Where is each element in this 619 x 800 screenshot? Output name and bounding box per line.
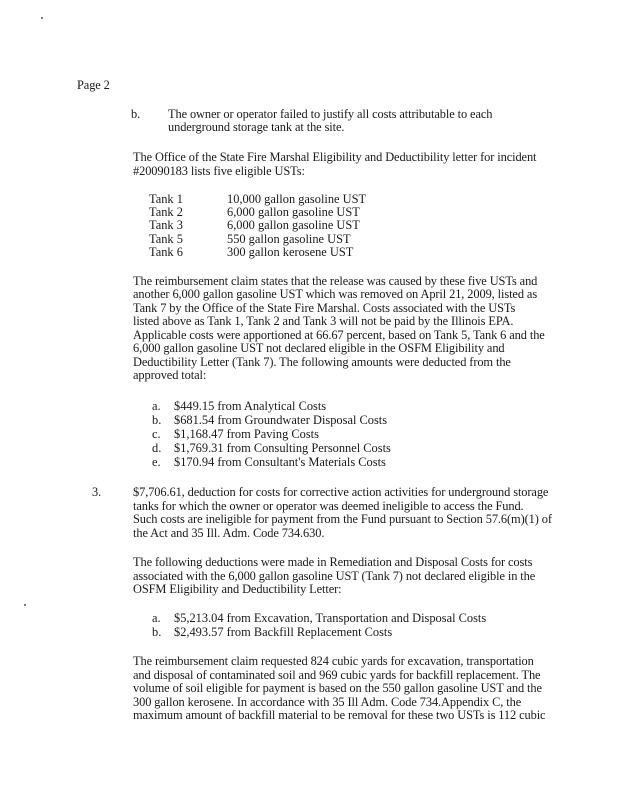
page-number: Page 2 (77, 78, 110, 92)
tank-description: 10,000 gallon gasoline UST (227, 192, 367, 206)
remediation-text: $2,493.57 from Backfill Replacement Costs (174, 625, 393, 639)
reimbursement-paragraph-line: approved total: (133, 368, 207, 382)
item-3-line: tanks for which the owner or operator was deemed ineligible to access the Fund. (133, 499, 524, 513)
item-3-label: 3. (92, 485, 102, 499)
tank-description: 300 gallon kerosene UST (227, 245, 354, 259)
osfm-paragraph-line: #20090183 lists five eligible USTs: (133, 164, 305, 178)
deduction-label: d. (152, 441, 162, 455)
remediation-paragraph-line: The following deductions were made in Remediation and Disposal Costs for costs (133, 555, 533, 569)
deduction-label: a. (152, 399, 161, 413)
reimbursement-paragraph-line: Applicable costs were apportioned at 66.67 percent, based on Tank 5, Tank 6 and the (133, 328, 545, 342)
item-3-line: $7,706.61, deduction for costs for corrective action activities for underground storage (133, 485, 549, 499)
item-3-line: the Act and 35 Ill. Adm. Code 734.630. (133, 526, 325, 540)
reimbursement-paragraph-line: 6,000 gallon gasoline UST not declared eligible in the OSFM Eligibility and (133, 341, 505, 355)
deduction-text: $1,769.31 from Consulting Personnel Costs (174, 441, 391, 455)
item-b-line: The owner or operator failed to justify all costs attributable to each (168, 107, 493, 121)
deduction-label: b. (152, 413, 162, 427)
remediation-paragraph-line: OSFM Eligibility and Deductibility Letter: (133, 582, 342, 596)
reimbursement-paragraph-line: Tank 7 by the Office of the State Fire Marshal. Costs associated with the USTs (133, 301, 516, 315)
final-paragraph-line: volume of soil eligible for payment is based on the 550 gallon gasoline UST and the (133, 681, 542, 695)
deduction-text: $1,168.47 from Paving Costs (174, 427, 319, 441)
osfm-paragraph-line: The Office of the State Fire Marshal Eligibility and Deductibility letter for incident (133, 150, 537, 164)
remediation-paragraph-line: associated with the 6,000 gallon gasoline UST (Tank 7) not declared eligible in the (133, 569, 536, 583)
tank-description: 550 gallon gasoline UST (227, 232, 351, 246)
deduction-label: c. (152, 427, 161, 441)
deduction-label: e. (152, 455, 161, 469)
remediation-label: a. (152, 611, 161, 625)
item-b-line: underground storage tank at the site. (168, 120, 345, 134)
item-b-label: b. (131, 107, 141, 121)
final-paragraph-line: 300 gallon kerosene. In accordance with 35 Ill Adm. Code 734.Appendix C, the (133, 695, 522, 709)
final-paragraph-line: The reimbursement claim requested 824 cubic yards for excavation, transportation (133, 654, 534, 668)
tank-name: Tank 2 (149, 205, 183, 219)
reimbursement-paragraph-line: Deductibility Letter (Tank 7). The following amounts were deducted from the (133, 355, 511, 369)
tank-description: 6,000 gallon gasoline UST (227, 218, 360, 232)
deduction-text: $681.54 from Groundwater Disposal Costs (174, 413, 388, 427)
tank-description: 6,000 gallon gasoline UST (227, 205, 360, 219)
tank-name: Tank 5 (149, 232, 183, 246)
reimbursement-paragraph-line: another 6,000 gallon gasoline UST which was removed on April 21, 2009, listed as (133, 287, 538, 301)
remediation-label: b. (152, 625, 162, 639)
tank-name: Tank 1 (149, 192, 183, 206)
tank-name: Tank 3 (149, 218, 183, 232)
remediation-text: $5,213.04 from Excavation, Transportation and Disposal Costs (174, 611, 487, 625)
deduction-text: $449.15 from Analytical Costs (174, 399, 327, 413)
final-paragraph-line: and disposal of contaminated soil and 969 cubic yards for backfill replacement. The (133, 668, 541, 682)
scan-speck (41, 17, 43, 19)
final-paragraph-line: maximum amount of backfill material to be removal for these two USTs is 112 cubic (133, 708, 546, 722)
deduction-text: $170.94 from Consultant's Materials Costs (174, 455, 386, 469)
scan-speck (24, 604, 26, 606)
reimbursement-paragraph-line: The reimbursement claim states that the release was caused by these five USTs and (133, 274, 538, 288)
reimbursement-paragraph-line: listed above as Tank 1, Tank 2 and Tank 3 will not be paid by the Illinois EPA. (133, 314, 514, 328)
item-3-line: Such costs are ineligible for payment from the Fund pursuant to Section 57.6(m)(1) of (133, 512, 552, 526)
tank-name: Tank 6 (149, 245, 183, 259)
